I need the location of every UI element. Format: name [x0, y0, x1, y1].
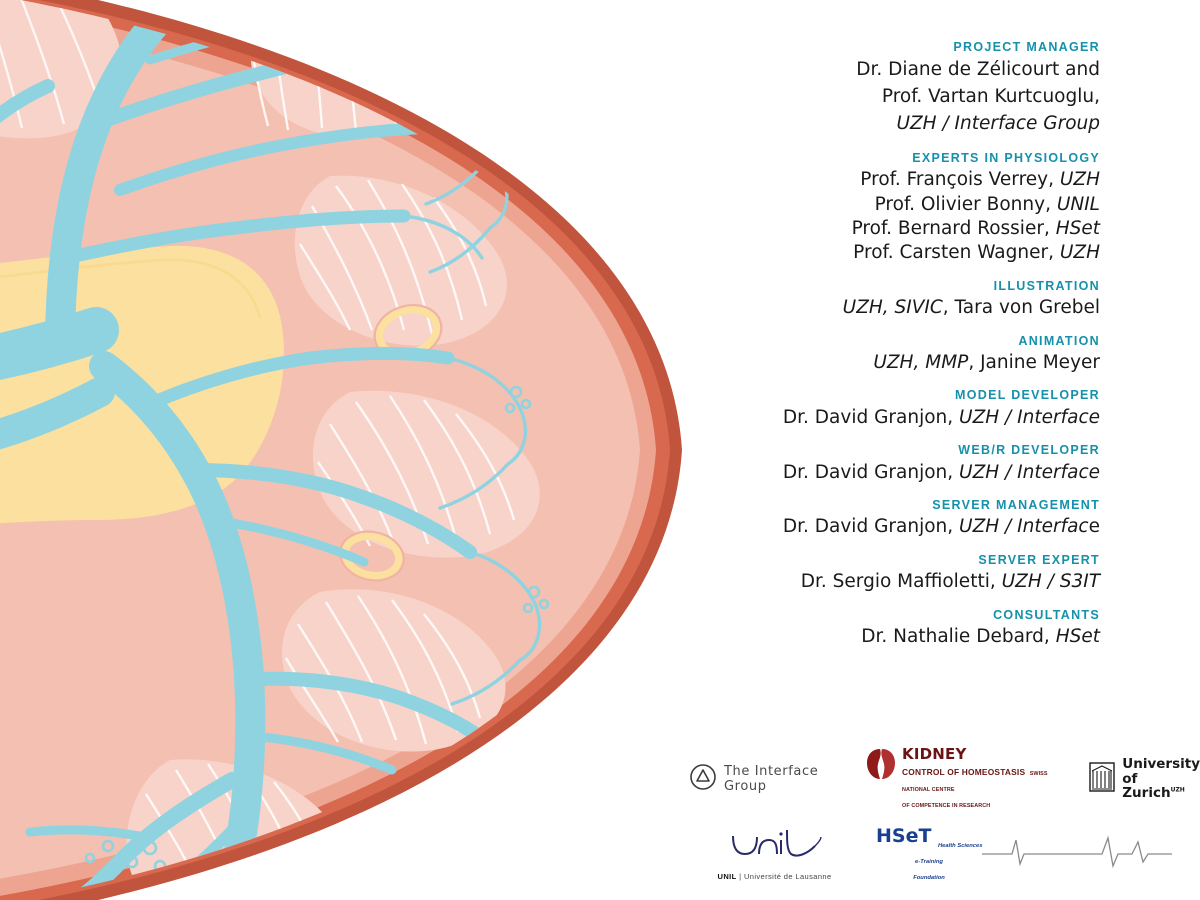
kidney-logo-small: SWISS NATIONAL CENTRE OF COMPETENCE IN RESEARCH: [902, 771, 1048, 809]
credit-role-experts-in-physiology: EXPERTS IN PHYSIOLOGY: [912, 150, 1100, 165]
credit-line: Dr. David Granjon, UZH / Interface: [782, 516, 1100, 538]
interface-group-mark-icon: [690, 764, 716, 795]
credit-names-experts-in-physiology: [690, 168, 1100, 266]
uzh-line-1: University of: [1122, 755, 1200, 787]
credit-line: Dr. Sergio Maffioletti, UZH / S3IT: [800, 571, 1100, 593]
credit-line: UZH, MMP, Janine Meyer: [873, 351, 1100, 373]
credit-role-server-management: SERVER MANAGEMENT: [932, 497, 1100, 512]
credit-line: Dr. Nathalie Debard, HSet: [861, 625, 1100, 647]
credit-block-consultants: [690, 606, 1100, 650]
credit-names-server-expert: [690, 570, 1100, 594]
credit-role-project-manager: PROJECT MANAGER: [953, 40, 1100, 54]
credit-line: Dr. David Granjon, UZH / Interface: [782, 461, 1100, 483]
credit-line: Prof. Bernard Rossier, HSet: [851, 218, 1100, 239]
credits-list: [690, 0, 1200, 740]
uzh-logo-text: [1122, 757, 1200, 802]
credit-names-animation: [690, 351, 1100, 375]
credit-block-illustration: [690, 277, 1100, 321]
credit-line: Prof. François Verrey, UZH: [860, 169, 1100, 191]
credit-block-server-management: [690, 496, 1100, 540]
credit-role-animation: ANIMATION: [1018, 333, 1100, 348]
logo-row-bottom: [690, 818, 1200, 890]
credit-role-model-developer: MODEL DEVELOPER: [955, 388, 1100, 403]
credit-line: UZH, SIVIC, Tara von Grebel: [842, 297, 1100, 319]
credit-names-model-developer: [690, 406, 1100, 430]
logo-university-of-zurich[interactable]: [1089, 757, 1200, 802]
hset-wordmark: [876, 825, 983, 883]
logo-nccr-kidney[interactable]: [866, 747, 1051, 811]
logo-interface-group[interactable]: [690, 764, 828, 795]
uzh-sup: UZH: [1170, 786, 1185, 794]
credit-block-server-expert: [690, 551, 1100, 595]
logo-unil[interactable]: [718, 828, 832, 881]
ecg-line-icon: [982, 834, 1172, 875]
kidney-logo-title: KIDNEY: [902, 745, 967, 763]
credit-names-project-manager: [690, 57, 1100, 137]
partner-logos: [690, 744, 1200, 900]
credit-role-illustration: ILLUSTRATION: [993, 278, 1100, 293]
credit-block-animation: [690, 332, 1100, 376]
kidney-shape-icon: [866, 747, 896, 786]
unil-wordmark-icon: [727, 828, 823, 867]
unil-sublabel: UNIL | Université de Lausanne: [717, 871, 832, 881]
credit-names-consultants: [690, 625, 1100, 649]
credit-line: Dr. Diane de Zélicourt and: [856, 59, 1100, 81]
kidney-logo-subtitle: CONTROL OF HOMEOSTASIS: [902, 767, 1026, 777]
credit-line: Prof. Carsten Wagner, UZH: [853, 242, 1100, 264]
svg-text:HSeT: HSeT: [875, 825, 931, 847]
credit-block-project-manager: [690, 38, 1100, 138]
credit-role-web-r-developer: WEB/R DEVELOPER: [958, 443, 1100, 458]
credit-names-server-management: [690, 515, 1100, 539]
credit-line: Prof. Olivier Bonny, UNIL: [874, 193, 1100, 215]
credit-line: UZH / Interface Group: [896, 113, 1100, 134]
uzh-crest-icon: [1089, 762, 1115, 797]
hset-sublabel: Health Sciences e-Training Foundation: [913, 843, 983, 881]
credit-block-model-developer: [690, 386, 1100, 430]
credit-role-server-expert: SERVER EXPERT: [978, 552, 1100, 567]
credit-line: Prof. Vartan Kurtcuoglu,: [881, 86, 1100, 108]
credit-names-illustration: [690, 296, 1100, 320]
credit-block-experts-in-physiology: [690, 149, 1100, 266]
logo-hset[interactable]: [876, 825, 1173, 883]
credit-line: Dr. David Granjon, UZH / Interface: [782, 406, 1100, 428]
uzh-line-2: Zurich: [1122, 785, 1171, 802]
credit-block-web-r-developer: [690, 441, 1100, 485]
interface-group-label: The Interface Group: [724, 764, 819, 794]
kidney-logo-text: [902, 747, 1051, 811]
logo-row-top: [690, 744, 1200, 814]
credit-role-consultants: CONSULTANTS: [993, 607, 1100, 622]
credit-names-web-r-developer: [690, 461, 1100, 485]
